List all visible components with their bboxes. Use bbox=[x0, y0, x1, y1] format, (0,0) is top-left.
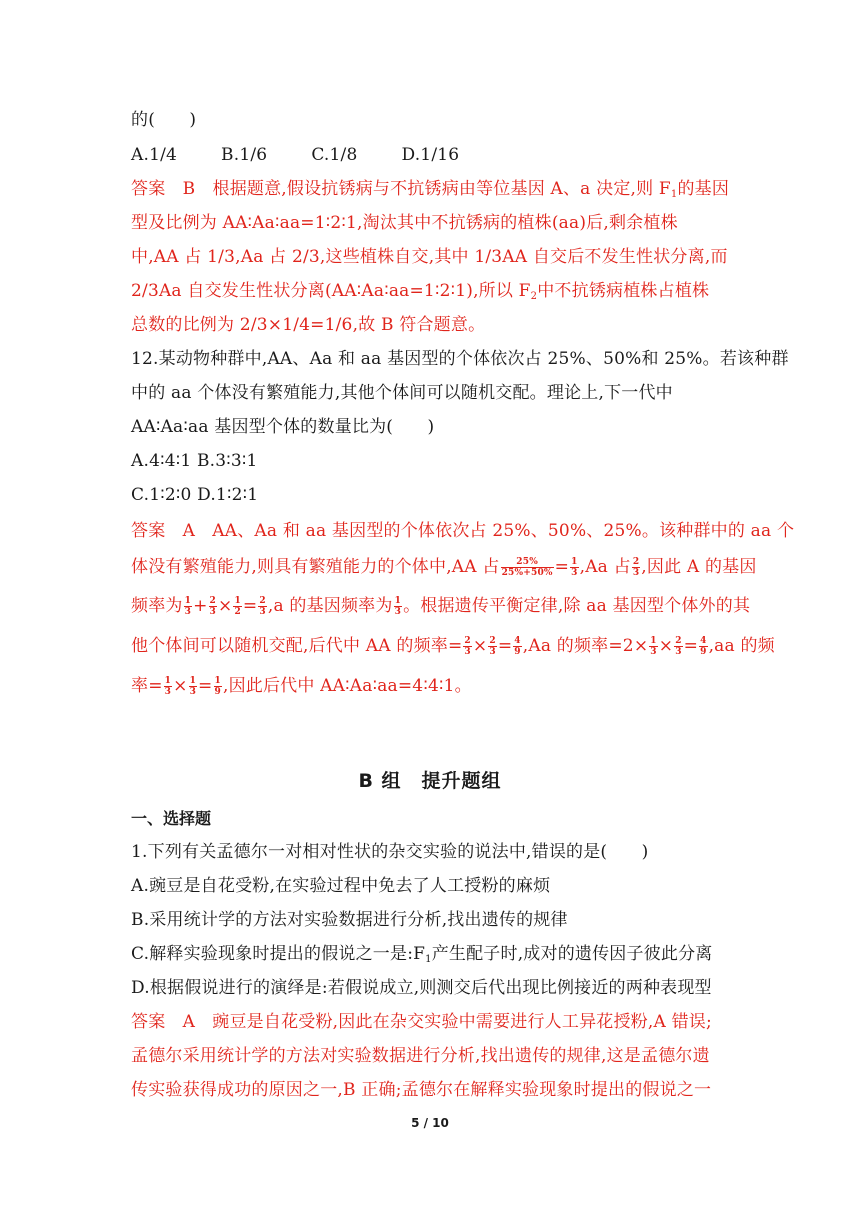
q11-answer-line-2: 型及比例为 AA∶Aa∶aa=1∶2∶1,淘汰其中不抗锈病的植株(aa)后,剩余植株 bbox=[131, 213, 678, 233]
q12-answer-line-1: 答案 A AA、Aa 和 aa 基因型的个体依次占 25%、50%、25%。该种群中的 aa 个 bbox=[131, 521, 795, 541]
q11-option-c: C.1/8 bbox=[311, 145, 358, 165]
fraction-1-3: $\frac{1}{3}$ bbox=[189, 676, 197, 697]
fraction-2-3: $\frac{2}{3}$ bbox=[464, 636, 471, 657]
fraction-1-2: $\frac{1}{2}$ bbox=[234, 596, 241, 617]
q11-stem-tail: 的( ) bbox=[131, 110, 197, 130]
q12-options-ab: A.4∶4∶1 B.3∶3∶1 bbox=[131, 451, 258, 471]
q1-answer-line-1: 答案 A 豌豆是自花受粉,因此在杂交实验中需要进行人工异花授粉,A 错误; bbox=[131, 1012, 712, 1032]
fraction-1-3: $\frac{1}{3}$ bbox=[650, 636, 657, 657]
fraction-1-3: $\frac{1}{3}$ bbox=[394, 596, 402, 617]
q1-stem: 1.下列有关孟德尔一对相对性状的杂交实验的说法中,错误的是( ) bbox=[131, 842, 649, 862]
q11-answer-line-3: 中,AA 占 1/3,Aa 占 2/3,这些植株自交,其中 1/3AA 自交后不发生性状分离,而 bbox=[131, 247, 728, 267]
q1-option-d: D.根据假说进行的演绎是:若假说成立,则测交后代出现比例接近的两种表现型 bbox=[131, 978, 712, 998]
fraction-1-3: $\frac{1}{3}$ bbox=[571, 557, 578, 578]
q11-option-a: A.1/4 bbox=[131, 145, 178, 165]
fraction-4-9: $\frac{4}{9}$ bbox=[700, 636, 707, 657]
q12-answer-line-5: 率= $\frac{1}{3}$ × $\frac{1}{3}$ = $\frac{1}{9}$ ,因此后代中 AA∶Aa∶aa=4∶4∶1。 bbox=[131, 676, 472, 697]
fraction-1-3: $\frac{1}{3}$ bbox=[164, 676, 172, 697]
q1-answer-line-3: 传实验获得成功的原因之一,B 正确;孟德尔在解释实验现象时提出的假说之一 bbox=[131, 1080, 712, 1100]
q12-options-cd: C.1∶2∶0 D.1∶2∶1 bbox=[131, 485, 259, 505]
q11-answer-line-4: 2/3Aa 自交发生性状分离(AA∶Aa∶aa=1∶2∶1),所以 $F_2$中不抗锈病植株占植株 bbox=[131, 281, 710, 302]
q12-stem-line-1: 12.某动物种群中,AA、Aa 和 aa 基因型的个体依次占 25%、50%和 25%。若该种群 bbox=[131, 349, 789, 369]
fraction-2-3: $\frac{2}{3}$ bbox=[209, 596, 216, 617]
q12-answer-line-3: 频率为 $\frac{1}{3}$ + $\frac{2}{3}$ × $\frac{1}{2}$ = $\frac{2}{3}$ ,a 的基因频率为 $\frac{1}{3}$ 。根据遗传平衡定律,除 aa 基因型个体外的其 bbox=[131, 596, 751, 617]
fraction-2-3: $\frac{2}{3}$ bbox=[675, 636, 682, 657]
q1-option-b: B.采用统计学的方法对实验数据进行分析,找出遗传的规律 bbox=[131, 910, 568, 930]
fraction-2-3: $\frac{2}{3}$ bbox=[632, 557, 640, 578]
q1-option-a: A.豌豆是自花受粉,在实验过程中免去了人工授粉的麻烦 bbox=[131, 876, 551, 896]
fraction-25-over-75: $\frac{25\%}{25\%+50\%}$ bbox=[501, 557, 553, 578]
page-number: 5 / 10 bbox=[411, 1116, 449, 1130]
section-b-heading: B 组 提升题组 bbox=[358, 770, 502, 792]
q11-answer-line-5: 总数的比例为 2/3×1/4=1/6,故 B 符合题意。 bbox=[131, 315, 486, 335]
fraction-2-3: $\frac{2}{3}$ bbox=[259, 596, 266, 617]
q1-option-c: C.解释实验现象时提出的假说之一是$:F_1$产生配子时,成对的遗传因子彼此分离 bbox=[131, 944, 713, 965]
q11-answer-line-1: 答案 B 根据题意,假设抗锈病与不抗锈病由等位基因 A、a 决定,则 $F_1$的基因 bbox=[131, 179, 730, 200]
fraction-1-9: $\frac{1}{9}$ bbox=[214, 676, 221, 697]
q12-answer-line-2: 体没有繁殖能力,则具有繁殖能力的个体中,AA 占 $\frac{25\%}{25\%+50\%}$ = $\frac{1}{3}$ ,Aa 占 $\frac{2}{3}$ ,因此 A 的基因 bbox=[131, 557, 757, 578]
fraction-2-3: $\frac{2}{3}$ bbox=[489, 636, 496, 657]
fraction-4-9: $\frac{4}{9}$ bbox=[514, 636, 521, 657]
q11-options bbox=[131, 139, 731, 172]
section-subheading: 一、选择题 bbox=[131, 809, 212, 828]
q1-answer-line-2: 孟德尔采用统计学的方法对实验数据进行分析,找出遗传的规律,这是孟德尔遗 bbox=[131, 1046, 710, 1066]
q12-answer-line-4: 他个体间可以随机交配,后代中 AA 的频率= $\frac{2}{3}$ × $\frac{2}{3}$ = $\frac{4}{9}$ ,Aa 的频率=2× $\frac{1}{3}$ × $\frac{2}{3}$ = $\frac{4}{9}$ ,aa 的频 bbox=[131, 636, 775, 657]
q11-option-b: B.1/6 bbox=[221, 145, 268, 165]
fraction-1-3: $\frac{1}{3}$ bbox=[184, 596, 192, 617]
q12-stem-line-3: AA∶Aa∶aa 基因型个体的数量比为( ) bbox=[131, 417, 435, 437]
q11-option-d: D.1/16 bbox=[401, 145, 460, 165]
q12-stem-line-2: 中的 aa 个体没有繁殖能力,其他个体间可以随机交配。理论上,下一代中 bbox=[131, 383, 673, 403]
